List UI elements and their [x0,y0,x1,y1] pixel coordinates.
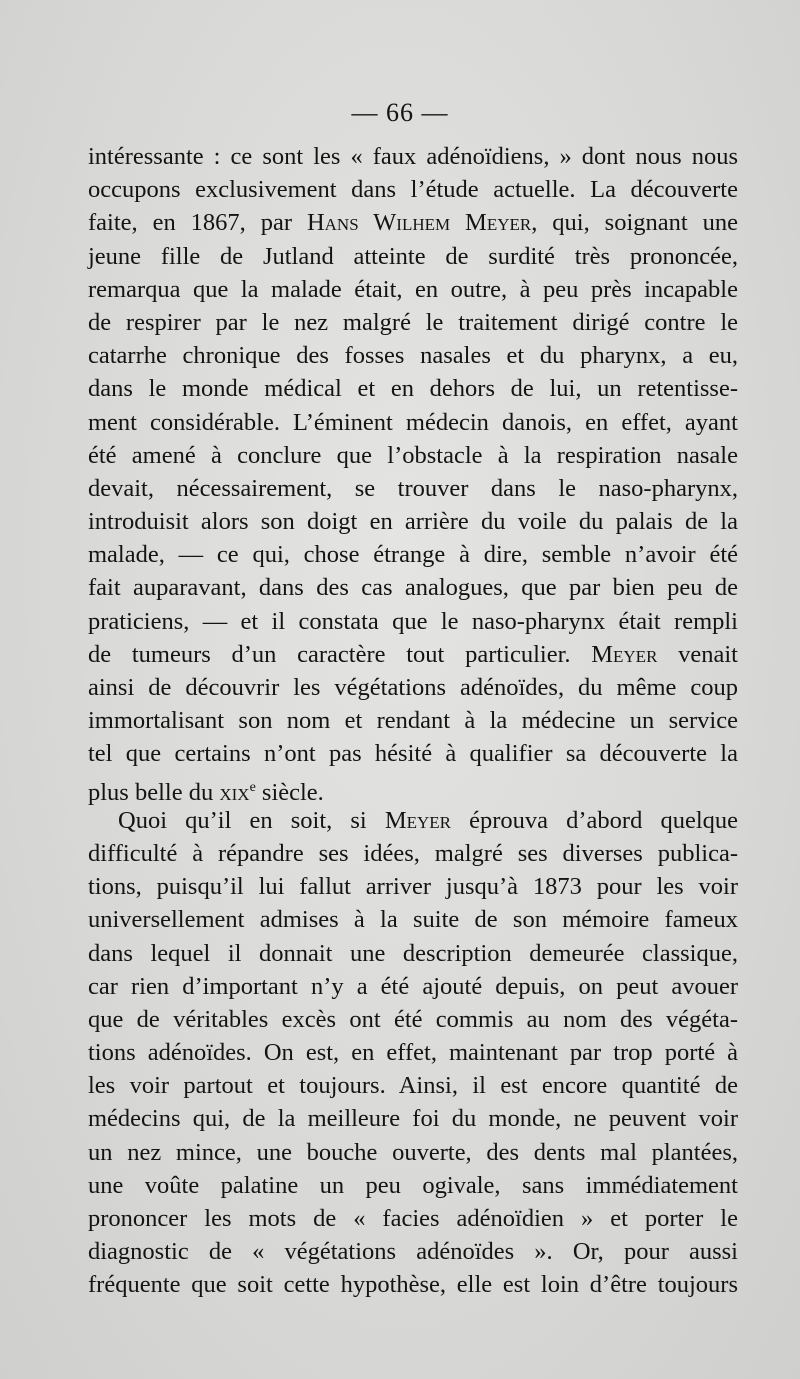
small-caps-name: Hans Wilhem Meyer [306,209,532,237]
text-line: ainsi de découvrir les végétations adénoïdes, du même coup [88,674,738,701]
text-run: siècle. [255,778,324,806]
text-line: dans le monde médical et en dehors de lui, un retentisse- [88,375,738,403]
text-line: introduisit alors son doigt en arrière du voile du palais de la [88,508,738,536]
text-line: car rien d’important n’y a été ajouté depuis, on peut avouer [88,972,738,1000]
text-line: remarqua que la malade était, en outre, à peu près incapable [88,275,738,303]
text-line: les voir partout et toujours. Ainsi, il est encore quantité de [88,1072,738,1100]
text-line: été amené à conclure que l’obstacle à la respiration nasale [88,441,738,469]
text-line: de respirer par le nez malgré le traitement dirigé contre le [88,308,738,336]
text-line: malade, — ce qui, chose étrange à dire, semble n’avoir été [88,541,738,569]
text-line: catarrhe chronique des fosses nasales et du pharynx, a eu, [88,342,738,370]
text-line: universellement admises à la suite de son mémoire fameux [88,906,738,934]
text-line: difficulté à répandre ses idées, malgré ses diverses publica- [88,839,738,867]
text-line: jeune fille de Jutland atteinte de surdité très prononcée, [88,242,738,270]
text-line: un nez mince, une bouche ouverte, des dents mal plantées, [88,1138,738,1166]
text-line: intéressante : ce sont les « faux adénoïdiens, » dont nous nous [88,143,738,170]
text-run: , qui, soignant une [531,209,738,237]
text-line: tions, puisqu’il lui fallut arriver jusqu’à 1873 pour les voir [88,873,738,901]
text-line: prononcer les mots de « facies adénoïdien » et porter le [88,1205,738,1232]
text-line: médecins qui, de la meilleure foi du monde, ne peuvent voir [88,1105,738,1133]
text-line: devait, nécessairement, se trouver dans le naso-pharynx, [88,474,738,502]
text-run: Quoi qu’il en soit, si [118,806,385,834]
text-line: occupons exclusivement dans l’étude actuelle. La découverte [88,176,738,204]
text-run: faite, en 1867, par [88,209,307,237]
text-line [88,804,738,837]
page-number: — 66 — [351,98,449,127]
text-line: tions adénoïdes. On est, en effet, maintenant par trop porté à [88,1039,738,1067]
body-text [88,140,738,1302]
text-line [88,206,738,239]
text-run: éprouva d’abord quelque [451,806,738,834]
text-line: une voûte palatine un peu ogivale, sans immédiatement [88,1171,738,1199]
text-line: que de véritables excès ont été commis au nom des végéta- [88,1005,738,1033]
text-run: venait [657,640,738,668]
text-line: fait auparavant, dans des cas analogues, que par bien peu de [88,574,738,602]
text-line: diagnostic de « végétations adénoïdes ». Or, pour aussi [88,1238,738,1266]
small-caps-name: xix [219,778,250,806]
small-caps-name: Meyer [591,640,658,668]
text-run: e [249,779,256,795]
text-line [88,771,738,804]
small-caps-name: Meyer [384,806,451,834]
text-run: de tumeurs d’un caractère tout particulier. [88,640,592,668]
text-line: ment considérable. L’éminent médecin danois, en effet, ayant [88,408,738,436]
text-line: praticiens, — et il constata que le naso-pharynx était rempli [88,607,738,635]
text-run: plus belle du [88,778,220,806]
text-line: dans lequel il donnait une description demeurée classique, [88,939,738,967]
text-line: tel que certains n’ont pas hésité à qualifier sa découverte la [88,740,738,768]
text-line: fréquente que soit cette hypothèse, elle est loin d’être toujours [88,1271,738,1299]
text-line: immortalisant son nom et rendant à la médecine un service [88,707,738,735]
text-line [88,638,738,671]
